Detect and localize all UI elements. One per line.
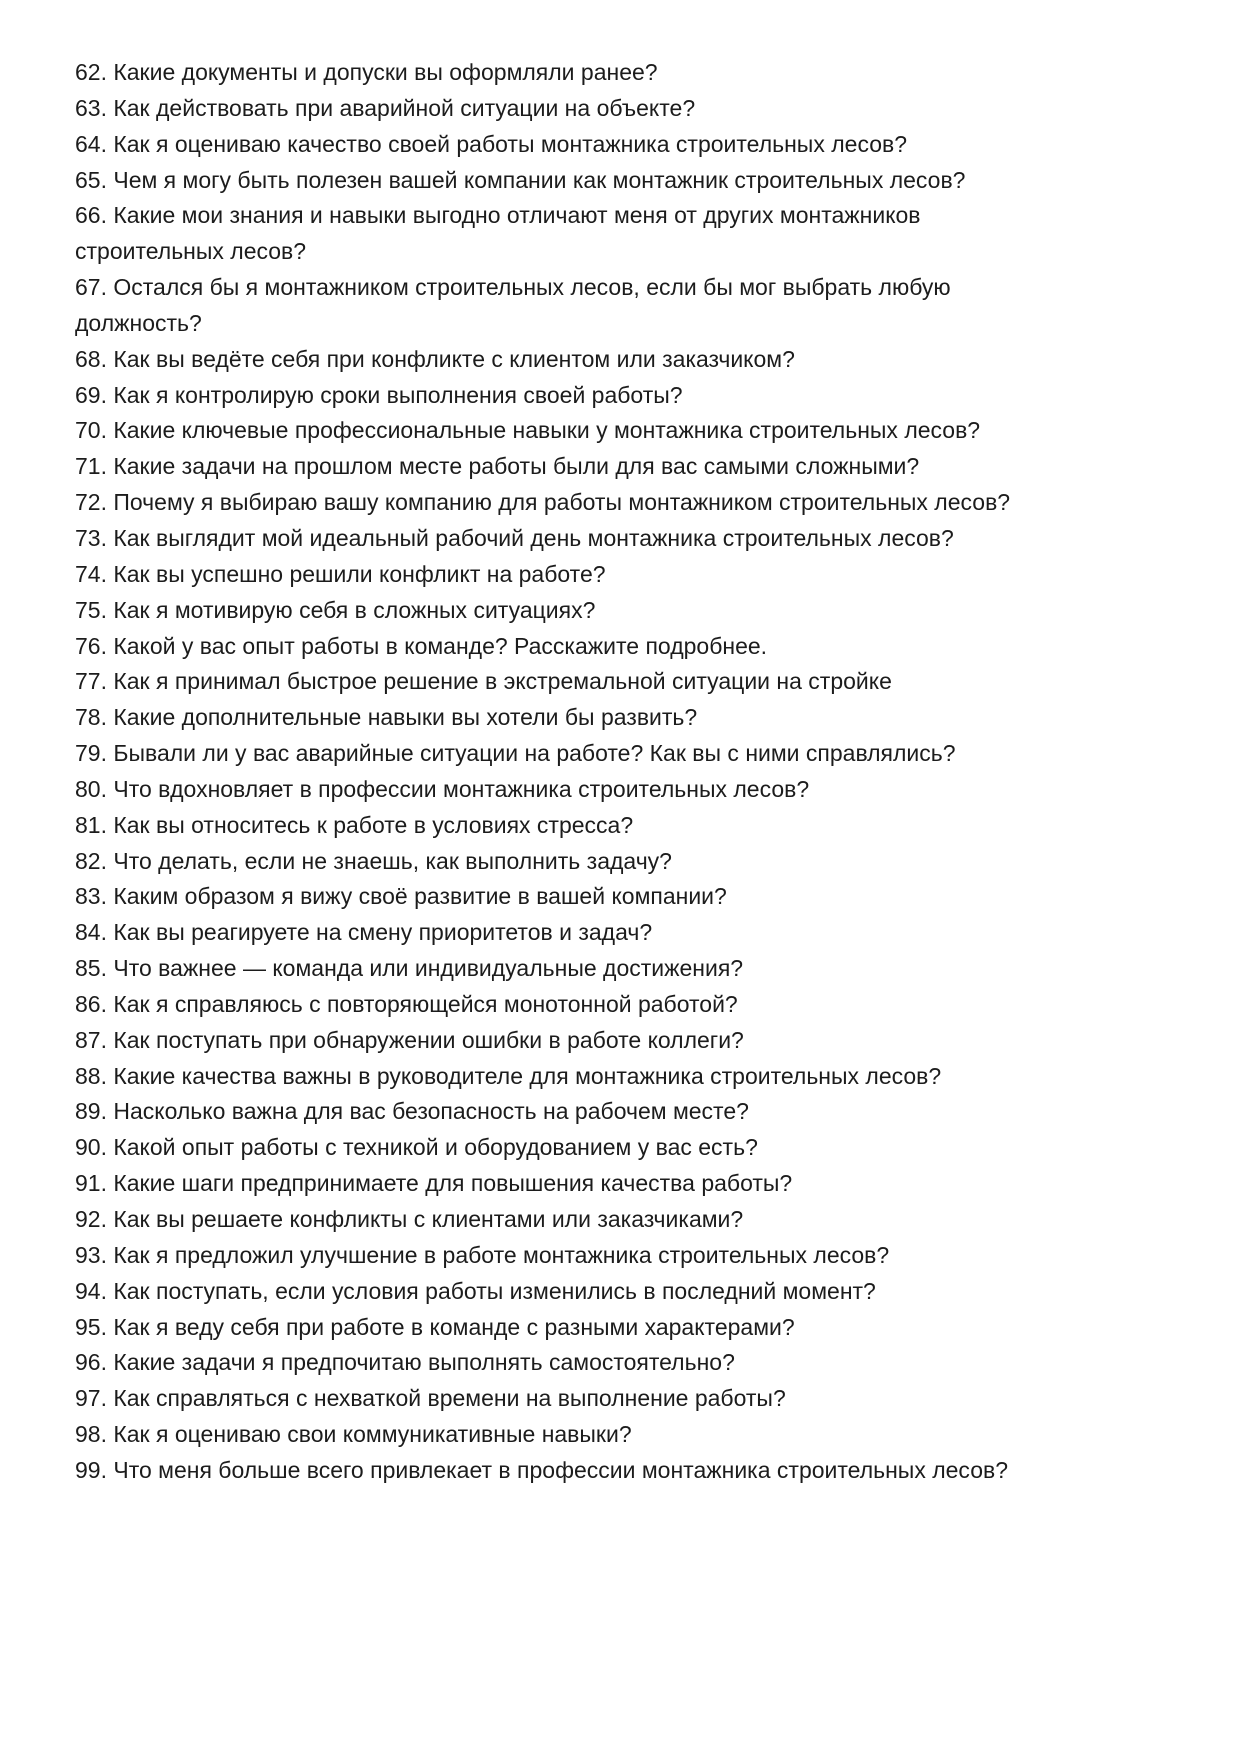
- question-text: 87. Как поступать при обнаружении ошибки в работе коллеги?: [75, 1026, 744, 1053]
- question-item: [75, 378, 1010, 414]
- question-item: [75, 1130, 1010, 1166]
- question-text: 80. Что вдохновляет в профессии монтажника строительных лесов?: [75, 775, 810, 802]
- question-item: [75, 91, 1010, 127]
- question-text: 84. Как вы реагируете на смену приоритетов и задач?: [75, 919, 653, 946]
- question-item: [75, 127, 1010, 163]
- question-text: 77. Как я принимал быстрое решение в экстремальной ситуации на стройке: [75, 668, 892, 695]
- question-item: [75, 413, 1010, 449]
- question-text: 79. Бывали ли у вас аварийные ситуации на работе? Как вы с ними справлялись?: [75, 740, 956, 767]
- question-item: [75, 808, 1010, 844]
- question-text: 93. Как я предложил улучшение в работе монтажника строительных лесов?: [75, 1241, 890, 1268]
- question-text: 85. Что важнее — команда или индивидуальные достижения?: [75, 955, 744, 982]
- question-item: [75, 844, 1010, 880]
- question-item: [75, 736, 1010, 772]
- question-text: 75. Как я мотивирую себя в сложных ситуациях?: [75, 596, 596, 623]
- question-item: [75, 951, 1010, 987]
- question-text: 69. Как я контролирую сроки выполнения своей работы?: [75, 381, 683, 408]
- question-item: [75, 772, 1010, 808]
- question-item: [75, 1417, 1010, 1453]
- question-text: 73. Как выглядит мой идеальный рабочий день монтажника строительных лесов?: [75, 524, 954, 551]
- question-item: [75, 1274, 1010, 1310]
- question-list: [75, 55, 1010, 1489]
- question-item: [75, 1023, 1010, 1059]
- question-text: 88. Какие качества важны в руководителе для монтажника строительных лесов?: [75, 1062, 942, 1089]
- question-text: 68. Как вы ведёте себя при конфликте с клиентом или заказчиком?: [75, 345, 795, 372]
- question-item: [75, 485, 1010, 521]
- question-item: [75, 915, 1010, 951]
- question-item: [75, 1238, 1010, 1274]
- question-text: 95. Как я веду себя при работе в команде с разными характерами?: [75, 1313, 795, 1340]
- question-item: [75, 1381, 1010, 1417]
- question-text: 97. Как справляться с нехваткой времени на выполнение работы?: [75, 1385, 786, 1412]
- question-item: [75, 1202, 1010, 1238]
- question-text: 70. Какие ключевые профессиональные навыки у монтажника строительных лесов?: [75, 417, 981, 444]
- question-item: [75, 55, 1010, 91]
- question-item: [75, 629, 1010, 665]
- question-item: [75, 879, 1010, 915]
- question-text: 99. Что меня больше всего привлекает в профессии монтажника строительных лесов?: [75, 1456, 1008, 1483]
- question-item: [75, 700, 1010, 736]
- question-item: [75, 270, 1010, 342]
- question-text: 78. Какие дополнительные навыки вы хотели бы развить?: [75, 704, 698, 731]
- question-text: 83. Каким образом я вижу своё развитие в вашей компании?: [75, 883, 727, 910]
- question-item: [75, 1453, 1010, 1489]
- question-text: 91. Какие шаги предпринимаете для повышения качества работы?: [75, 1170, 793, 1197]
- question-text: 86. Как я справляюсь с повторяющейся монотонной работой?: [75, 990, 738, 1017]
- question-text: 81. Как вы относитесь к работе в условиях стресса?: [75, 811, 634, 838]
- question-item: [75, 449, 1010, 485]
- question-text: 89. Насколько важна для вас безопасность на рабочем месте?: [75, 1098, 749, 1125]
- question-item: [75, 1059, 1010, 1095]
- question-text: 66. Какие мои знания и навыки выгодно отличают меня от других монтажников: [75, 202, 921, 229]
- question-text: 82. Что делать, если не знаешь, как выполнить задачу?: [75, 847, 672, 874]
- question-text: 96. Какие задачи я предпочитаю выполнять самостоятельно?: [75, 1349, 735, 1376]
- question-text: 63. Как действовать при аварийной ситуации на объекте?: [75, 94, 696, 121]
- question-item: [75, 664, 1010, 700]
- question-item: [75, 521, 1010, 557]
- question-item: [75, 163, 1010, 199]
- question-item: [75, 342, 1010, 378]
- question-text: 98. Как я оцениваю свои коммуникативные навыки?: [75, 1421, 632, 1448]
- question-item: [75, 1345, 1010, 1381]
- question-item: [75, 198, 1010, 270]
- question-text: 76. Какой у вас опыт работы в команде? Расскажите подробнее.: [75, 632, 768, 659]
- question-text: 74. Как вы успешно решили конфликт на работе?: [75, 560, 606, 587]
- question-text-continuation: должность?: [75, 309, 202, 336]
- question-text: 62. Какие документы и допуски вы оформляли ранее?: [75, 59, 658, 85]
- question-item: [75, 557, 1010, 593]
- question-text: 72. Почему я выбираю вашу компанию для работы монтажником строительных лесов?: [75, 489, 1011, 516]
- question-text: 90. Какой опыт работы с техникой и оборудованием у вас есть?: [75, 1134, 758, 1161]
- question-item: [75, 987, 1010, 1023]
- question-text-continuation: строительных лесов?: [75, 238, 307, 265]
- question-text: 94. Как поступать, если условия работы изменились в последний момент?: [75, 1277, 876, 1304]
- question-text: 67. Остался бы я монтажником строительных лесов, если бы мог выбрать любую: [75, 274, 951, 301]
- question-text: 65. Чем я могу быть полезен вашей компании как монтажник строительных лесов?: [75, 166, 966, 193]
- question-item: [75, 1094, 1010, 1130]
- question-text: 71. Какие задачи на прошлом месте работы были для вас самыми сложными?: [75, 453, 920, 480]
- question-text: 64. Как я оцениваю качество своей работы монтажника строительных лесов?: [75, 130, 907, 157]
- question-item: [75, 1166, 1010, 1202]
- question-text: 92. Как вы решаете конфликты с клиентами или заказчиками?: [75, 1206, 744, 1232]
- question-item: [75, 593, 1010, 629]
- question-item: [75, 1310, 1010, 1346]
